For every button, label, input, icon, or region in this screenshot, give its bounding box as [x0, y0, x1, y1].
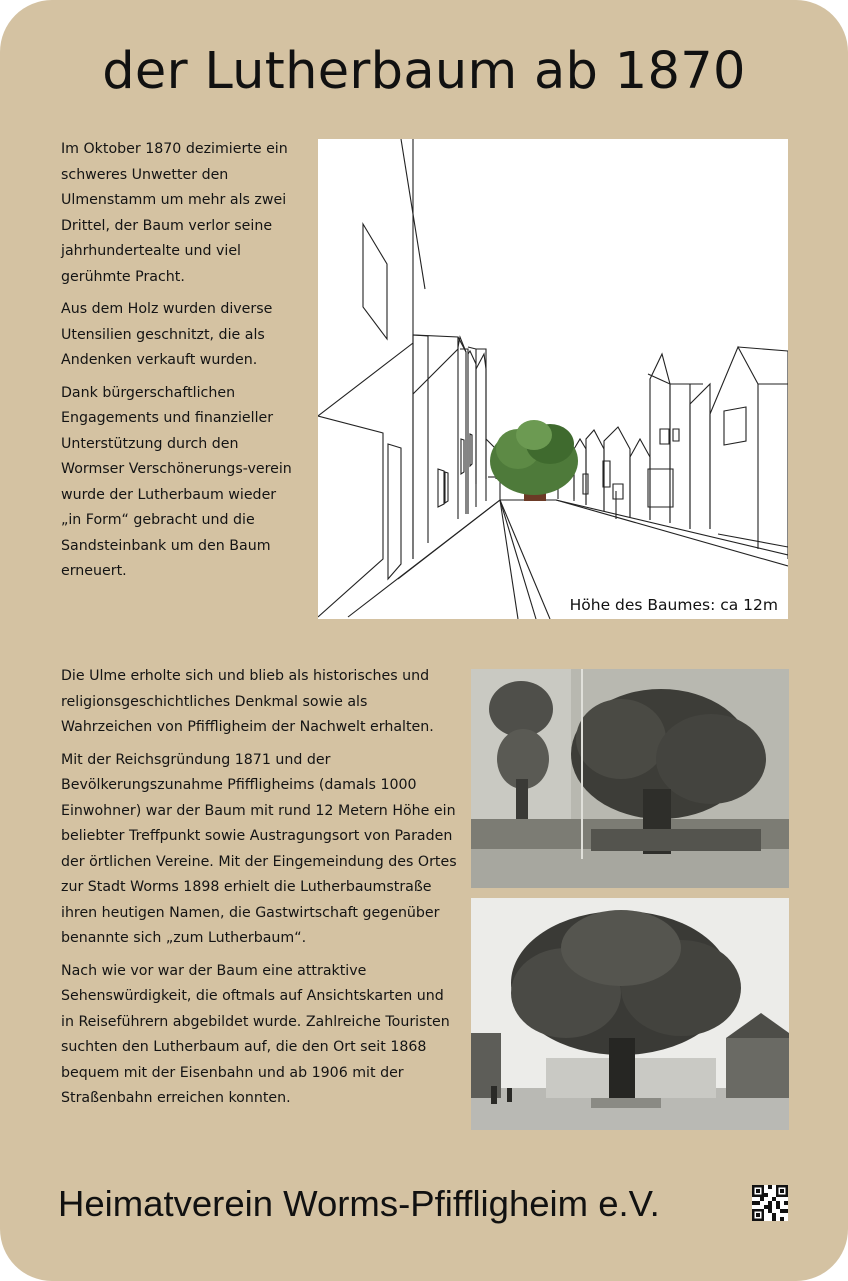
tree-height-caption: Höhe des Baumes: ca 12m	[569, 596, 778, 614]
intro-paragraph-3: Dank bürgerschaftlichen Engagements und finanzieller Unterstützung durch den Wormser Verschönerungs-verein wurde der Lutherbaum wieder „in Form“ gebracht und die Sandsteinbank um den Baum erneuert.	[61, 384, 292, 579]
historic-street-photo	[471, 898, 789, 1130]
intro-text-column	[61, 137, 293, 592]
qr-code[interactable]	[752, 1185, 788, 1221]
intro-paragraph-1: Im Oktober 1870 dezimierte ein schweres Unwetter den Ulmenstamm um mehr als zwei Drittel, der Baum verlor seine jahrhundertealte und viel gerühmte Pracht.	[61, 141, 288, 285]
history-paragraph-2: Mit der Reichsgründung 1871 und der Bevölkerungszunahme Pfiffligheims (damals 1000 Einwohner) war der Baum mit rund 12 Metern Höhe ein beliebter Treffpunkt sowie Austragungsort von Paraden der örtlichen Vereine. Mit der Eingemeindung des Ortes zur Stadt Worms 1898 erhielt die Lutherbaumstraße ihren heutigen Namen, die Gastwirtschaft gegenüber benannte sich „zum Lutherbaum“.	[61, 751, 457, 946]
footer-organization: Heimatverein Worms-Pfiffligheim e.V.	[58, 1183, 660, 1224]
street-sketch-illustration	[318, 139, 788, 619]
page-title: der Lutherbaum ab 1870	[102, 42, 746, 101]
history-text-column	[61, 664, 461, 1119]
history-paragraph-3: Nach wie vor war der Baum eine attraktive Sehenswürdigkeit, die oftmals auf Ansichtskarten und in Reiseführern abgebildet wurde. Zahlreiche Touristen suchten den Lutherbaum auf, die den Ort seit 1868 bequem mit der Eisenbahn und ab 1906 mit der Straßenbahn erreichen konnten.	[61, 962, 450, 1106]
historic-engraving-photo	[471, 669, 789, 888]
history-paragraph-1: Die Ulme erholte sich und blieb als historisches und religionsgeschichtliches Denkmal sowie als Wahrzeichen von Pfiffligheim der Nachwelt erhalten.	[61, 668, 434, 735]
tree-illustration	[490, 420, 578, 501]
intro-paragraph-2: Aus dem Holz wurden diverse Utensilien geschnitzt, die als Andenken verkauft wurden.	[61, 301, 273, 368]
